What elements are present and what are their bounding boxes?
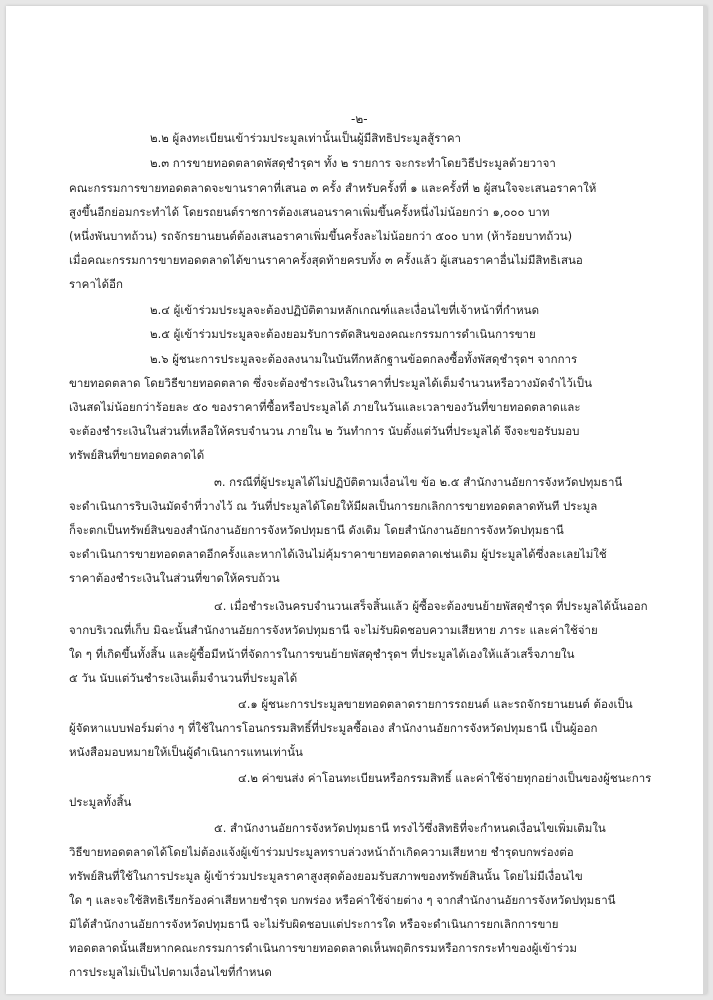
text-line: วิธีขายทอดตลาดได้โดยไม่ต้องแจ้งผู้เข้าร่วมประมูลทราบล่วงหน้าถ้าเกิดความเสียหาย ชำรุดบกพร่องต่อ — [69, 845, 574, 859]
text-line: การประมูลไม่เป็นไปตามเงื่อนไขที่กำหนด — [69, 965, 272, 979]
text-line: (หนึ่งพันบาทถ้วน) รถจักรยานยนต์ต้องเสนอราคาเพิ่มขึ้นครั้งละไม่น้อยกว่า ๕๐๐ บาท (ห้าร้อยบาทถ้วน) — [69, 229, 573, 243]
clause-2-2: ๒.๒ ผู้ลงทะเบียนเข้าร่วมประมูลเท่านั้นเป็นผู้มีสิทธิประมูลสู้ราคา — [150, 131, 462, 145]
clause-4: ๔. เมื่อชำระเงินครบจำนวนเสร็จสิ้นแล้ว ผู้ซื้อจะต้องขนย้ายพัสดุชำรุด ที่ประมูลได้นั้นออก — [214, 599, 648, 613]
clause-2-4: ๒.๔ ผู้เข้าร่วมประมูลจะต้องปฏิบัติตามหลักเกณฑ์และเงื่อนไขที่เจ้าหน้าที่กำหนด — [150, 303, 540, 317]
clause-2-3: ๒.๓ การขายทอดตลาดพัสดุชำรุดฯ ทั้ง ๒ รายการ จะกระทำโดยวิธีประมูลด้วยวาจา — [150, 156, 556, 170]
clause-3: ๓. กรณีที่ผู้ประมูลได้ไม่ปฏิบัติตามเงื่อนไข ข้อ ๒.๕ สำนักงานอัยการจังหวัดปทุมธานี — [214, 475, 623, 489]
clause-4-1: ๔.๑ ผู้ชนะการประมูลขายทอดตลาดรายการรถยนต์ และรถจักรยานยนต์ ต้องเป็น — [238, 697, 633, 711]
text-line: ทอดตลาดนั้นเสียหากคณะกรรมการดำเนินการขายทอดตลาดเห็นพฤติกรรมหรือการกระทำของผู้เข้าร่วม — [69, 941, 577, 955]
text-line: สูงขึ้นอีกย่อมกระทำได้ โดยรถยนต์ราชการต้องเสนอนราคาเพิ่มขึ้นครั้งหนึ่งไม่น้อยกว่า ๑,๐๐๐ บาท — [69, 205, 550, 219]
text-line: ๕ วัน นับแต่วันชำระเงินเต็มจำนวนที่ประมูลได้ — [69, 671, 298, 685]
text-line: ใด ๆ ที่เกิดขึ้นทั้งสิ้น และผู้ซื้อมีหน้าที่จัดการในการขนย้ายพัสดุชำรุดฯ ที่ประมูลได้เองให้แล้วเสร็จภายใน — [69, 647, 575, 661]
text-line: เมื่อคณะกรรมการขายทอดตลาดได้ขานราคาครั้งสุดท้ายครบทั้ง ๓ ครั้งแล้ว ผู้เสนอราคาอื่นไม่มีสิทธิเสนอ — [69, 253, 583, 267]
text-line: ทรัพย์สินที่ใช้ในการประมูล ผู้เข้าร่วมประมูลราคาสูงสุดต้องยอมรับสภาพของทรัพย์สินนั้น โดยไม่มีเงื่อนไข — [69, 869, 583, 883]
text-line: ราคาได้อีก — [69, 277, 123, 291]
text-line: ผู้จัดหาแบบฟอร์มต่าง ๆ ที่ใช้ในการโอนกรรมสิทธิ์ที่ประมูลซื้อเอง สำนักงานอัยการจังหวัดปทุมธานี เป็นผู้ออก — [69, 721, 598, 735]
text-line: ราคาต้องชำระเงินในส่วนที่ขาดให้ครบถ้วน — [69, 571, 280, 585]
text-line: จะดำเนินการริบเงินมัดจำที่วางไว้ ณ วันที่ประมูลได้โดยให้มีผลเป็นการยกเลิกการขายทอดตลาดทันที ประมูล — [69, 499, 598, 513]
text-line: จะดำเนินการขายทอดตลาดอีกครั้งและหากได้เงินไม่คุ้มราคาขายทอดตลาดเช่นเดิม ผู้ประมูลได้ซึ่งละเลยไม่ใช้ — [69, 547, 607, 561]
page-edge-shadow — [703, 6, 707, 994]
text-line: จะต้องชำระเงินในส่วนที่เหลือให้ครบจำนวน ภายใน ๒ วันทำการ นับตั้งแต่วันที่ประมูลได้ จึงจะขอรับมอบ — [69, 424, 580, 438]
text-line: ใด ๆ และจะใช้สิทธิเรียกร้องค่าเสียหายชำรุด บกพร่อง หรือค่าใช้จ่ายต่าง ๆ จากสำนักงานอัยการจังหวัดปทุมธานี — [69, 893, 616, 907]
text-line: ขายทอดตลาด โดยวิธีขายทอดตลาด ซึ่งจะต้องชำระเงินในราคาที่ประมูลได้เต็มจำนวนหรือวางมัดจำไว้เป็น — [69, 376, 592, 390]
page-number: -๒- — [351, 112, 368, 126]
clause-2-6: ๒.๖ ผู้ชนะการประมูลจะต้องลงนามในบันทึกหลักฐานข้อตกลงซื้อทั้งพัสดุชำรุดฯ จากการ — [150, 352, 578, 366]
document-page — [6, 6, 707, 994]
text-line: เงินสดไม่น้อยกว่าร้อยละ ๕๐ ของราคาที่ซื้อหรือประมูลได้ ภายในวันและเวลาของวันที่ขายทอดตลาดและ — [69, 400, 581, 414]
text-line: ทรัพย์สินที่ขายทอดตลาดได้ — [69, 448, 205, 462]
text-line: มิได้สำนักงานอัยการจังหวัดปทุมธานี จะไม่รับผิดชอบแต่ประการใด หรือจะดำเนินการยกเลิกการขาย — [69, 917, 559, 931]
text-line: หนังสือมอบหมายให้เป็นผู้ดำเนินการแทนเท่านั้น — [69, 745, 303, 759]
text-line: ก็จะตกเป็นทรัพย์สินของสำนักงานอัยการจังหวัดปทุมธานี ดังเดิม โดยสำนักงานอัยการจังหวัดปทุมธานี — [69, 523, 564, 537]
text-line: จากบริเวณที่เก็บ มิฉะนั้นสำนักงานอัยการจังหวัดปทุมธานี จะไม่รับผิดชอบความเสียหาย ภาระ และค่าใช้จ่าย — [69, 623, 598, 637]
text-line: ประมูลทั้งสิ้น — [69, 795, 132, 809]
clause-5: ๕. สำนักงานอัยการจังหวัดปทุมธานี ทรงไว้ซึ่งสิทธิที่จะกำหนดเงื่อนไขเพิ่มเติมใน — [214, 821, 606, 835]
text-line: คณะกรรมการขายทอดตลาดจะขานราคาที่เสนอ ๓ ครั้ง สำหรับครั้งที่ ๑ และครั้งที่ ๒ ผู้สนใจจะเสนอราคาให้ — [69, 181, 597, 195]
clause-4-2: ๔.๒ ค่าขนส่ง ค่าโอนทะเบียนหรือกรรมสิทธิ์ และค่าใช้จ่ายทุกอย่างเป็นของผู้ชนะการ — [238, 771, 652, 785]
clause-2-5: ๒.๕ ผู้เข้าร่วมประมูลจะต้องยอมรับการตัดสินของคณะกรรมการดำเนินการขาย — [150, 327, 536, 341]
